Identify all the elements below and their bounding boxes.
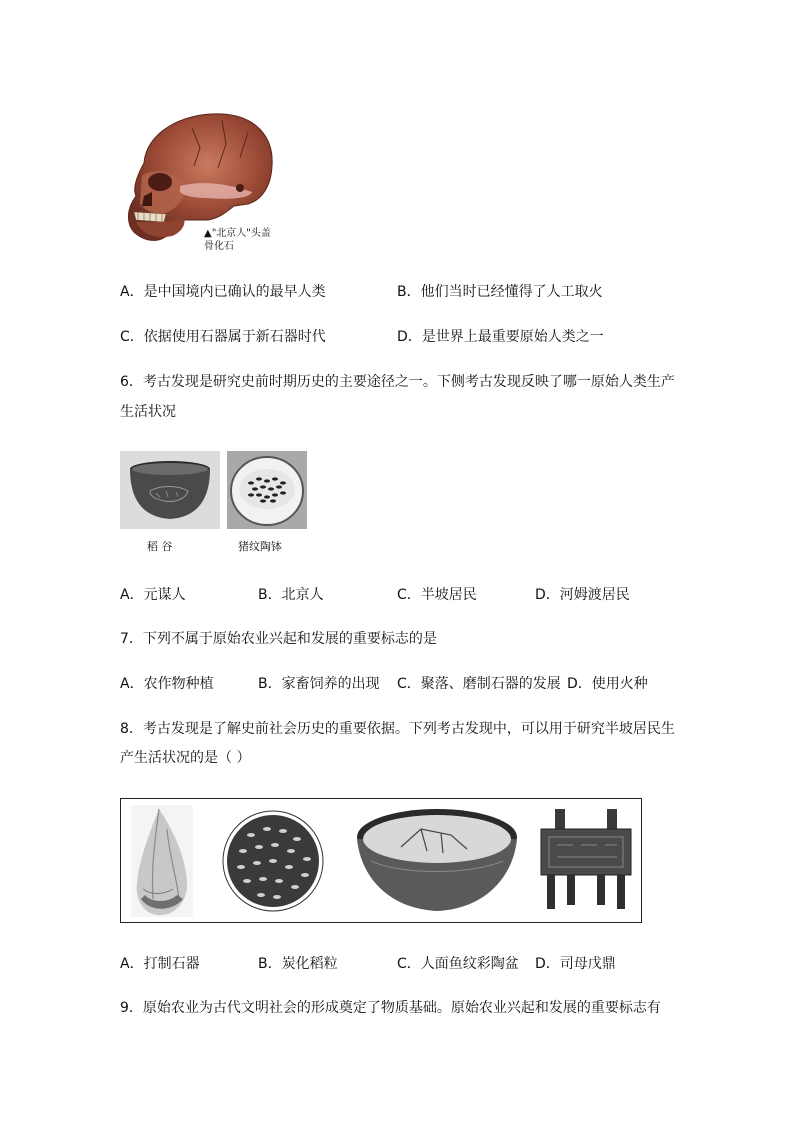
q7-option-c: C．聚落、磨制石器的发展 [397,676,561,692]
q8-option-b: B．炭化稻粒 [258,956,338,972]
q6-stem-line2: 生活状况 [120,404,176,420]
q8-option-d: D．司母戊鼎 [535,956,616,972]
q6-caption-right: 猪纹陶钵 [238,540,282,553]
q5-option-b: B．他们当时已经懂得了人工取火 [397,284,603,300]
bronze-ding-image [541,809,631,909]
q5-option-a: A．是中国境内已确认的最早人类 [120,284,326,300]
artifacts-figure-frame [120,798,642,923]
pig-pattern-bowl-photo [120,451,220,529]
q5-option-c: C．依据使用石器属于新石器时代 [120,329,326,345]
q9-stem-line1: 9．原始农业为古代文明社会的形成奠定了物质基础。原始农业兴起和发展的重要标志有 [120,1000,661,1016]
q6-option-b: B．北京人 [258,587,324,603]
artifacts-illustration [121,799,641,922]
q6-stem-line1: 6．考古发现是研究史前时期历史的主要途径之一。下侧考古发现反映了哪一原始人类生产 [120,374,675,390]
q8-stem-line2: 产生活状况的是（ ） [120,750,251,766]
q6-caption-left: 稻 谷 [147,540,173,553]
pottery-bowl-illustration [120,451,220,529]
painted-pottery-basin-image [357,809,517,911]
rice-dish-illustration [227,451,307,529]
carbonized-rice-image [223,811,323,911]
q6-option-c: C．半坡居民 [397,587,477,603]
rice-grains-photo [227,451,307,529]
q8-option-c: C．人面鱼纹彩陶盆 [397,956,519,972]
q7-option-a: A．农作物种植 [120,676,214,692]
q5-option-d: D．是世界上最重要原始人类之一 [397,329,604,345]
q8-stem-line1: 8．考古发现是了解史前社会历史的重要依据。下列考古发现中，可以用于研究半坡居民生 [120,721,675,737]
skull-caption-line2: 骨化石 [204,241,234,252]
q7-option-b: B．家畜饲养的出现 [258,676,380,692]
q6-option-d: D．河姆渡居民 [535,587,630,603]
chipped-stone-tool-image [131,805,193,917]
skull-caption-line1: ▲"北京人"头盖 [204,228,271,239]
q8-option-a: A．打制石器 [120,956,200,972]
q7-option-d: D．使用火种 [567,676,648,692]
q7-stem: 7．下列不属于原始农业兴起和发展的重要标志的是 [120,631,437,647]
q6-option-a: A．元谋人 [120,587,186,603]
